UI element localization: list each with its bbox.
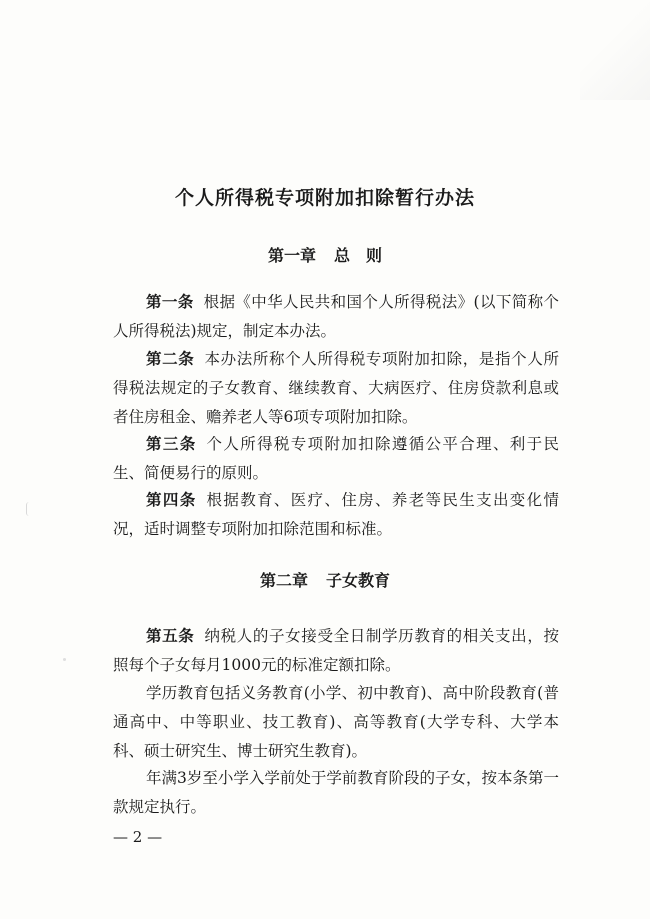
article-5: [113, 622, 559, 680]
scan-shadow: [580, 0, 650, 100]
article-4-text: 根据教育、医疗、住房、养老等民生支出变化情况，适时调整专项附加扣除范围和标准。: [113, 491, 559, 538]
scan-dot-mark: [63, 658, 66, 661]
article-5-label: 第五条: [146, 627, 195, 645]
document-title: 个人所得税专项附加扣除暂行办法: [174, 187, 475, 209]
article-4: [113, 486, 559, 544]
chapter-1-name: 总 则: [334, 246, 383, 265]
article-5-text: 纳税人的子女接受全日制学历教育的相关支出，按照每个子女每月1000元的标准定额扣除。: [113, 627, 559, 674]
chapter-2-heading: [0, 568, 650, 591]
article-5-paragraph-2: [113, 679, 559, 766]
chapter-2-number: 第二章: [259, 571, 308, 590]
article-2-text: 本办法所称个人所得税专项附加扣除，是指个人所得税法规定的子女教育、继续教育、大病医疗、住房贷款利息或者住房租金、赡养老人等6项专项附加扣除。: [113, 350, 559, 426]
article-3-label: 第三条: [146, 435, 197, 453]
article-1-label: 第一条: [146, 293, 194, 311]
chapter-2-name: 子女教育: [326, 571, 391, 590]
article-5-paragraph-2-text: 学历教育包括义务教育(小学、初中教育)、高中阶段教育(普通高中、中等职业、技工教育)、高等教育(大学专科、大学本科、硕士研究生、博士研究生教育)。: [113, 684, 559, 760]
article-5-paragraph-3-text: 年满3岁至小学入学前处于学前教育阶段的子女，按本条第一款规定执行。: [113, 769, 559, 816]
chapter-1-heading: [0, 243, 650, 266]
chapter-1-number: 第一章: [267, 246, 316, 265]
page-number: — 2 —: [113, 828, 163, 846]
article-1: [113, 288, 559, 346]
article-3: [113, 430, 559, 488]
scan-margin-mark: [26, 502, 33, 516]
article-5-paragraph-3: [113, 764, 559, 822]
article-4-label: 第四条: [146, 491, 197, 509]
article-3-text: 个人所得税专项附加扣除遵循公平合理、利于民生、简便易行的原则。: [113, 435, 559, 482]
article-2-label: 第二条: [146, 350, 195, 368]
article-1-text: 根据《中华人民共和国个人所得税法》(以下简称个人所得税法)规定，制定本办法。: [113, 293, 559, 340]
article-2: [113, 345, 559, 432]
